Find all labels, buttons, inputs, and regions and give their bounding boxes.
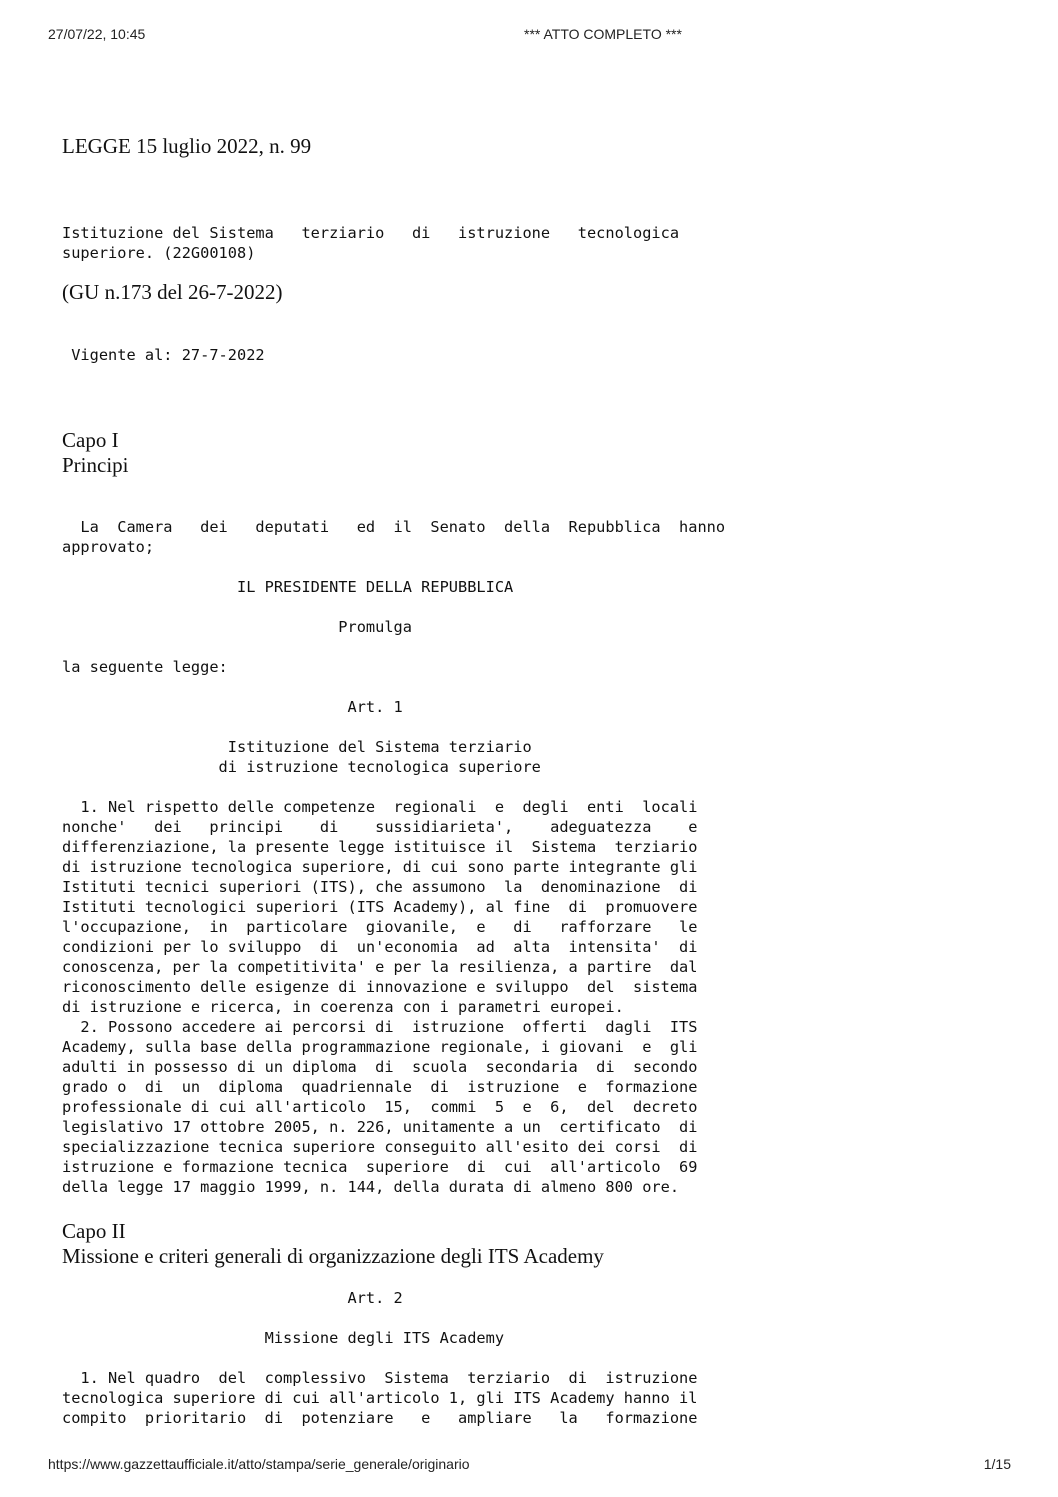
capo-2-name: Missione e criteri generali di organizzazione degli ITS Academy [62,1244,604,1268]
print-header-title: *** ATTO COMPLETO *** [524,26,682,42]
print-footer-page-number: 1/15 [983,1456,1011,1472]
law-subtitle: Istituzione del Sistema terziario di istruzione tecnologica superiore. (22G00108) [62,224,680,262]
capo-1-number: Capo I [62,428,119,452]
capo-2-body-text: Art. 2 Missione degli ITS Academy 1. Nel quadro del complessivo Sistema terziario di istruzione tecnologica superiore di cui all'articolo 1, gli ITS Academy hanno il compito prioritario di potenziare e ampliare la formazione [62,1289,698,1427]
capo-1-body-text: La Camera dei deputati ed il Senato della Repubblica hanno approvato; IL PRESIDENTE DELLA REPUBBLICA Promulga la seguente legge: Art. 1 Istituzione del Sistema terziario di istruzione tecnologica superiore 1. Nel rispetto delle competenze regionali e degli enti locali nonche' dei principi di sussidiarieta', adeguatezza e differenziazione, la presente legge istituisce il Sistema terziario di istruzione tecnologica superiore, di cui sono parte integrante gli Istituti tecnici superiori (ITS), che assumono la denominazione di Istituti tecnologici superiori (ITS Academy), al fine di promuovere l'occupazione, in particolare giovanile, e di rafforzare le condizioni per lo sviluppo di un'economia ad alta intensita' di conoscenza, per la competitivita' e per la resilienza, a partire dal riconoscimento delle esigenze di innovazione e sviluppo del sistema di istruzione e ricerca, in coerenza con i parametri europei. 2. Possono accedere ai percorsi di istruzione offerti dagli ITS Academy, sulla base della programmazione regionale, i giovani e gli adulti in possesso di un diploma di scuola secondaria di secondo grado o di un diploma quadriennale di istruzione e formazione professionale di cui all'articolo 15, commi 5 e 6, del decreto legislativo 17 ottobre 2005, n. 226, unitamente a un certificato di specializzazione tecnica superiore conseguito all'esito dei corsi di istruzione e formazione tecnica superiore di cui all'articolo 69 della legge 17 maggio 1999, n. 144, della durata di almeno 800 ore. [62,518,726,1196]
law-title: LEGGE 15 luglio 2022, n. 99 [62,134,312,158]
print-footer-url: https://www.gazzettaufficiale.it/atto/stampa/serie_generale/originario [48,1456,470,1472]
capo-2-heading [62,1219,604,1269]
gazzetta-reference: (GU n.173 del 26-7-2022) [62,280,283,304]
capo-2-number: Capo II [62,1219,126,1243]
capo-1-heading [62,428,129,478]
print-header-datetime: 27/07/22, 10:45 [48,26,146,42]
vigente-date: Vigente al: 27-7-2022 [62,346,265,364]
capo-1-name: Principi [62,453,129,477]
